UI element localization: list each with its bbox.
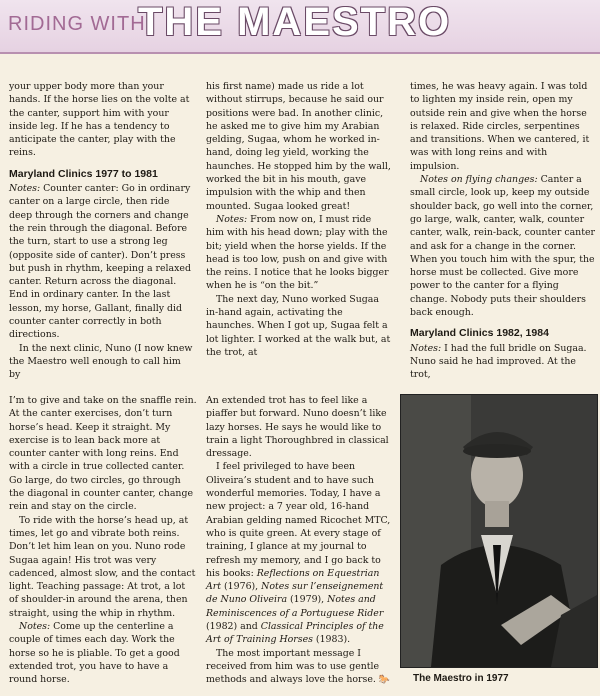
col3-paragraph-1: times, he was heavy again. I was told to lighten my inside rein, open my outside rein and give when the horse is relaxed. Ride circles, serpentines and transitions. When we cantered, it was with long reins and with impulsion.: [410, 81, 590, 172]
notes-label: Notes:: [216, 213, 248, 225]
col2-paragraph-2: [206, 213, 391, 293]
maestro-photo: [400, 394, 598, 668]
portrait-illustration: [401, 395, 597, 667]
notes-label: Notes:: [9, 183, 41, 195]
column-1: [9, 80, 194, 382]
lower-column-2: [206, 394, 394, 688]
lower1-paragraph-2: To ride with the horse’s head up, at times, let go and vibrate both reins. Don’t let him lean on you. Nuno rode Sugaa again! His trot was very cadenced, almost slow, and the contact light. Teaching passage: At trot, a lot of shoulder-in around the arena, then straight, using the whip in rhythm.: [9, 514, 196, 619]
col2-paragraph-2-text: From now on, I must ride him with his head down; play with the bit; yield when the horse yields. If the head is too low, push on and give with the reins. I notice that he looks bigger when he is “on the bit.”: [206, 213, 389, 292]
end-mark-icon: 🐎: [378, 675, 391, 686]
col3-paragraph-2-text: Canter a small circle, look up, keep my outside shoulder back, go well into the corner, go large, walk, canter, walk, counter canter, walk, rein-back, counter canter and ask for a change in the corner. When you touch him with the spur, the horse must be collected. Give more power to the canter for a flying change. Nobody puts their shoulders back enough.: [410, 174, 595, 319]
lower2-paragraph-3-text: The most important message I received from him was to use gentle methods and always love the horse.: [206, 647, 380, 686]
book-title: Notes sur l’enseignement de Nuno Oliveira: [206, 581, 384, 606]
lower2-paragraph-1: An extended trot has to feel like a piaffer but forward. Nuno doesn’t like lazy horses. He says he would like to train a light Thoroughbred in classical dressage.: [206, 395, 389, 460]
col1-paragraph-3: In the next clinic, Nuno (I now knew the Maestro well enough to call him by: [9, 342, 193, 381]
lower1-paragraph-1: I’m to give and take on the snaffle rein. At the canter exercises, don’t turn horse’s head. Keep it straight. My exercise is to lean back more at counter canter with long reins. End with a circle in true collected canter. Go large, do two circles, go through the diagonal in counter canter, change rein and stay on the circle.: [9, 395, 197, 513]
section-heading-1982: Maryland Clinics 1982, 1984: [410, 327, 549, 340]
notes-label: Notes on flying changes:: [420, 174, 538, 186]
book-title: Reflections on Equestrian Art: [206, 567, 380, 593]
header-kicker: RIDING WITH: [8, 13, 146, 35]
lower-column-1: [9, 394, 197, 687]
notes-label: Notes:: [410, 342, 442, 354]
col3-paragraph-3: [410, 342, 595, 382]
col2-paragraph-3: The next day, Nuno worked Sugaa in-hand again, activating the haunches. When I got up, Sugaa felt a lot lighter. I worked at the walk but, at the trot, at: [206, 293, 391, 358]
col3-paragraph-3-text: I had the full bridle on Sugaa. Nuno said he had improved. At the trot,: [410, 342, 587, 381]
book-year: (1982) and: [206, 621, 261, 633]
section-heading-1977: Maryland Clinics 1977 to 1981: [9, 167, 158, 180]
lower1-paragraph-3-text: Come up the centerline a couple of times each day. Work the horse so he is pliable. To get a good extended trot, you have to have a round horse.: [9, 621, 180, 686]
col3-paragraph-2: [410, 173, 595, 319]
notes-label: Notes:: [19, 621, 51, 633]
col1-paragraph-1: your upper body more than your hands. If the horse lies on the volte at the canter, support him with your inside leg. If he has a tendency to anticipate the canter, play with the reins.: [9, 81, 190, 159]
book-title: Notes and Reminiscences of a Portuguese Rider: [206, 594, 384, 619]
book-title: Classical Principles of the Art of Training Horses: [206, 621, 384, 646]
lower1-paragraph-3: [9, 620, 197, 686]
lower2-paragraph-2: [206, 460, 394, 646]
header-title: THE MAESTRO: [138, 0, 452, 44]
column-3: [410, 80, 595, 382]
book-year: (1983).: [312, 634, 351, 646]
lower2-paragraph-3: [206, 647, 394, 688]
book-year: (1979),: [287, 594, 328, 606]
col1-paragraph-2-text: Counter canter: Go in ordinary canter on a large circle, then ride deep through the corners and change the rein through the diagonal. Before the turn, start to use a strong leg (opposite side of canter). Don’t press but push in rhythm, keeping a relaxed canter. Return across the diagonal. End in ordinary canter. In the last lesson, my horse, Gallant, finally did counter canter correctly in both directions.: [9, 183, 191, 341]
lower2-paragraph-2-text: I feel privileged to have been Oliveira’s student and to have such wonderful memories. Today, I have a new project: a 7 year old, 16-hand Arabian gelding named Ricochet MTC, who is quite green. At every stage of training, I glance at my journal to refresh my memory, and I go back to his books:: [206, 461, 391, 579]
book-year: (1976),: [221, 581, 262, 593]
column-2: [206, 80, 391, 359]
col1-paragraph-2: [9, 182, 194, 342]
col2-paragraph-1: his first name) made us ride a lot without stirrups, because he said our positions were bad. In another clinic, he asked me to give him my Arabian gelding, Sugaa, whom he worked in-hand, doing leg yield, working the haunches. He stopped him by the wall, worked the bit in his mouth, gave impulsion with the whip and then mounted. Sugaa looked great!: [206, 81, 391, 212]
page-header: [0, 0, 600, 54]
photo-caption: The Maestro in 1977: [413, 673, 509, 684]
